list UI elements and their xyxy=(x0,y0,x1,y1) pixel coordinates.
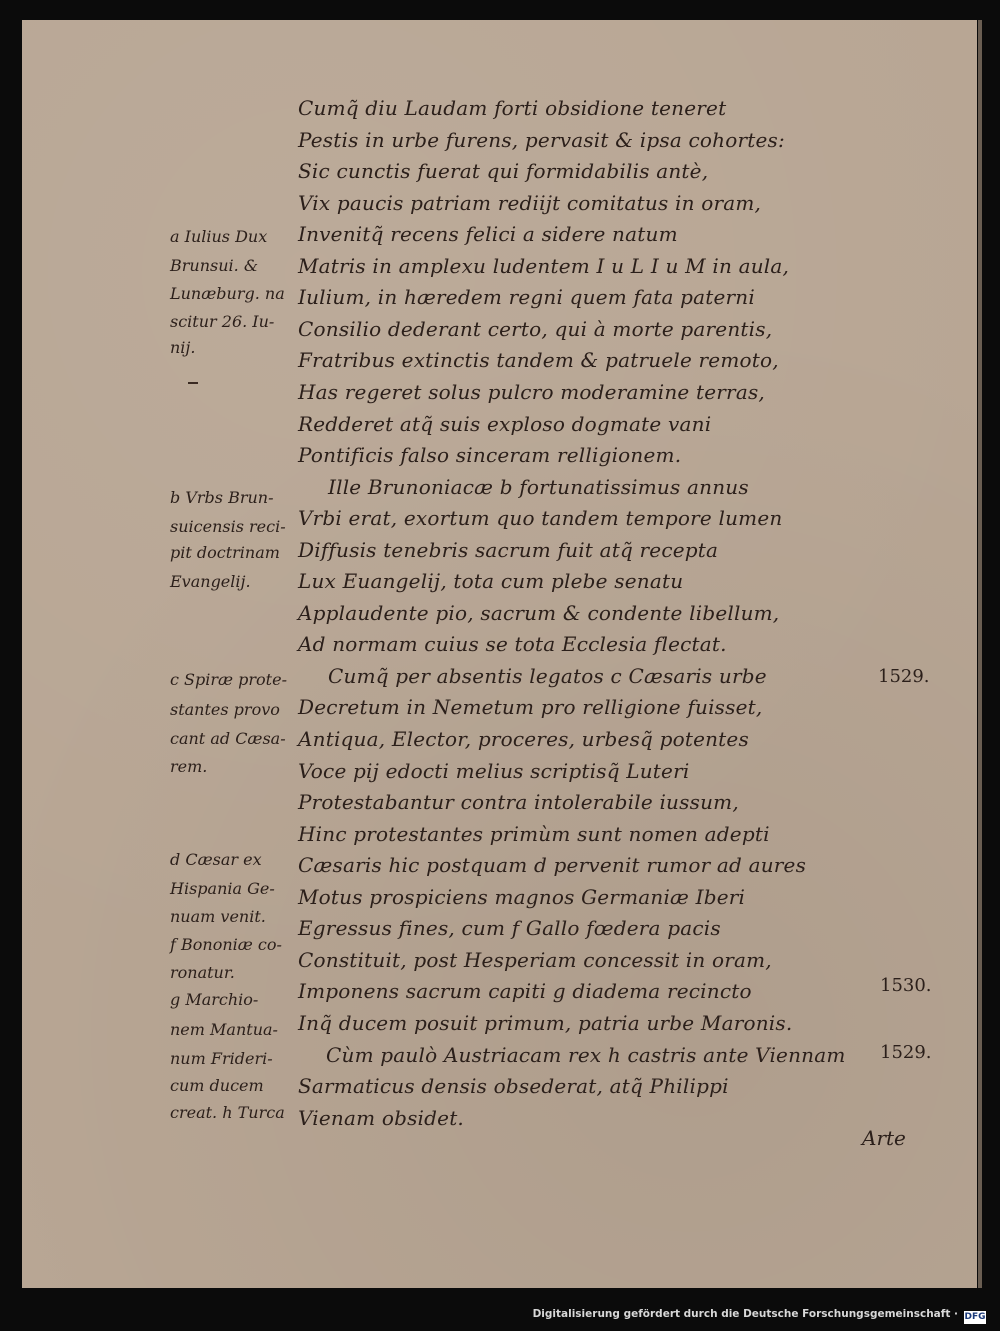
poem-line: Applaudente pio, sacrum & condente libellum, xyxy=(298,601,780,625)
margin-note: Evangelij. xyxy=(170,572,251,591)
poem-line: Ad normam cuius se tota Ecclesia flectat. xyxy=(298,632,727,656)
margin-note: a Iulius Dux xyxy=(170,227,268,246)
catchword: Arte xyxy=(862,1126,906,1150)
poem-line: Pontificis falso sinceram relligionem. xyxy=(298,443,682,467)
poem-line: Imponens sacrum capiti g diadema recincto xyxy=(298,979,752,1003)
year-note: 1530. xyxy=(880,975,932,996)
poem-line: Antiqua, Elector, proceres, urbesq̃ potentes xyxy=(298,727,749,751)
margin-note: nuam venit. xyxy=(170,907,266,926)
poem-line: Motus prospiciens magnos Germaniæ Iberi xyxy=(298,885,746,909)
poem-line: Cæsaris hic postquam d pervenit rumor ad aures xyxy=(298,853,807,877)
margin-note: stantes provo xyxy=(170,700,280,719)
poem-line: Vienam obsidet. xyxy=(298,1106,464,1130)
margin-note: cant ad Cæsa- xyxy=(170,729,286,748)
poem-line: Vix paucis patriam rediijt comitatus in oram, xyxy=(298,191,762,215)
poem-line: Inq̃ ducem posuit primum, patria urbe Maronis. xyxy=(298,1011,793,1035)
poem-line: Iulium, in hæredem regni quem fata paterni xyxy=(298,285,755,309)
margin-note: c Spiræ prote- xyxy=(170,670,287,689)
margin-note: ronatur. xyxy=(170,963,235,982)
poem-line: Consilio dederant certo, qui à morte parentis, xyxy=(298,317,773,341)
poem-line: Constituit, post Hesperiam concessit in oram, xyxy=(298,948,772,972)
poem-line: Cùm paulò Austriacam rex h castris ante Viennam xyxy=(326,1043,846,1067)
margin-note: nem Mantua- xyxy=(170,1020,278,1039)
poem-line: Hinc protestantes primùm sunt nomen adepti xyxy=(298,822,770,846)
margin-dash xyxy=(188,382,198,384)
poem-line: Vrbi erat, exortum quo tandem tempore lumen xyxy=(298,506,783,530)
poem-line: Sic cunctis fuerat qui formidabilis antè, xyxy=(298,159,709,183)
margin-note: cum ducem xyxy=(170,1076,264,1095)
poem-line: Diffusis tenebris sacrum fuit atq̃ recepta xyxy=(298,538,719,562)
margin-note: scitur 26. Iu- xyxy=(170,312,275,331)
margin-note: Hispania Ge- xyxy=(170,879,275,898)
margin-note: suicensis reci- xyxy=(170,517,286,536)
poem-line: Protestabantur contra intolerabile iussum, xyxy=(298,790,739,814)
margin-note: rem. xyxy=(170,757,208,776)
poem-line: Redderet atq̃ suis exploso dogmate vani xyxy=(298,412,712,436)
poem-line: Ille Brunoniacæ b fortunatissimus annus xyxy=(328,475,749,499)
page-edge xyxy=(978,20,982,1288)
poem-line: Fratribus extinctis tandem & patruele remoto, xyxy=(298,348,779,372)
dfg-logo: DFG xyxy=(964,1312,986,1322)
year-note: 1529. xyxy=(880,1042,932,1063)
poem-line: Matris in amplexu ludentem I u L I u M in aula, xyxy=(298,254,790,278)
margin-note: b Vrbs Brun- xyxy=(170,488,274,507)
footer-credit: Digitalisierung gefördert durch die Deutsche Forschungsgemeinschaft · xyxy=(532,1308,958,1320)
margin-note: Lunæburg. na xyxy=(170,284,285,303)
poem-line: Egressus fines, cum f Gallo fœdera pacis xyxy=(298,916,721,940)
poem-line: Decretum in Nemetum pro relligione fuisset, xyxy=(298,695,763,719)
scanned-page xyxy=(22,20,977,1288)
margin-note: creat. h Turca xyxy=(170,1103,285,1122)
margin-note: g Marchio- xyxy=(170,990,259,1009)
poem-line: Lux Euangelij, tota cum plebe senatu xyxy=(298,569,684,593)
year-note: 1529. xyxy=(878,666,930,687)
poem-line: Has regeret solus pulcro moderamine terras, xyxy=(298,380,765,404)
poem-line: Cumq̃ diu Laudam forti obsidione teneret xyxy=(298,96,727,120)
poem-line: Pestis in urbe furens, pervasit & ipsa cohortes: xyxy=(298,128,785,152)
poem-line: Sarmaticus densis obsederat, atq̃ Philippi xyxy=(298,1074,729,1098)
poem-line: Voce pij edocti melius scriptisq̃ Luteri xyxy=(298,759,690,783)
margin-note: pit doctrinam xyxy=(170,543,280,562)
margin-note: num Frideri- xyxy=(170,1049,273,1068)
margin-note: Brunsui. & xyxy=(170,256,259,275)
poem-line: Invenitq̃ recens felici a sidere natum xyxy=(298,222,678,246)
margin-note: d Cæsar ex xyxy=(170,850,262,869)
poem-line: Cumq̃ per absentis legatos c Cæsaris urbe xyxy=(328,664,767,688)
margin-note: nij. xyxy=(170,338,196,357)
margin-note: f Bononiæ co- xyxy=(170,935,282,954)
